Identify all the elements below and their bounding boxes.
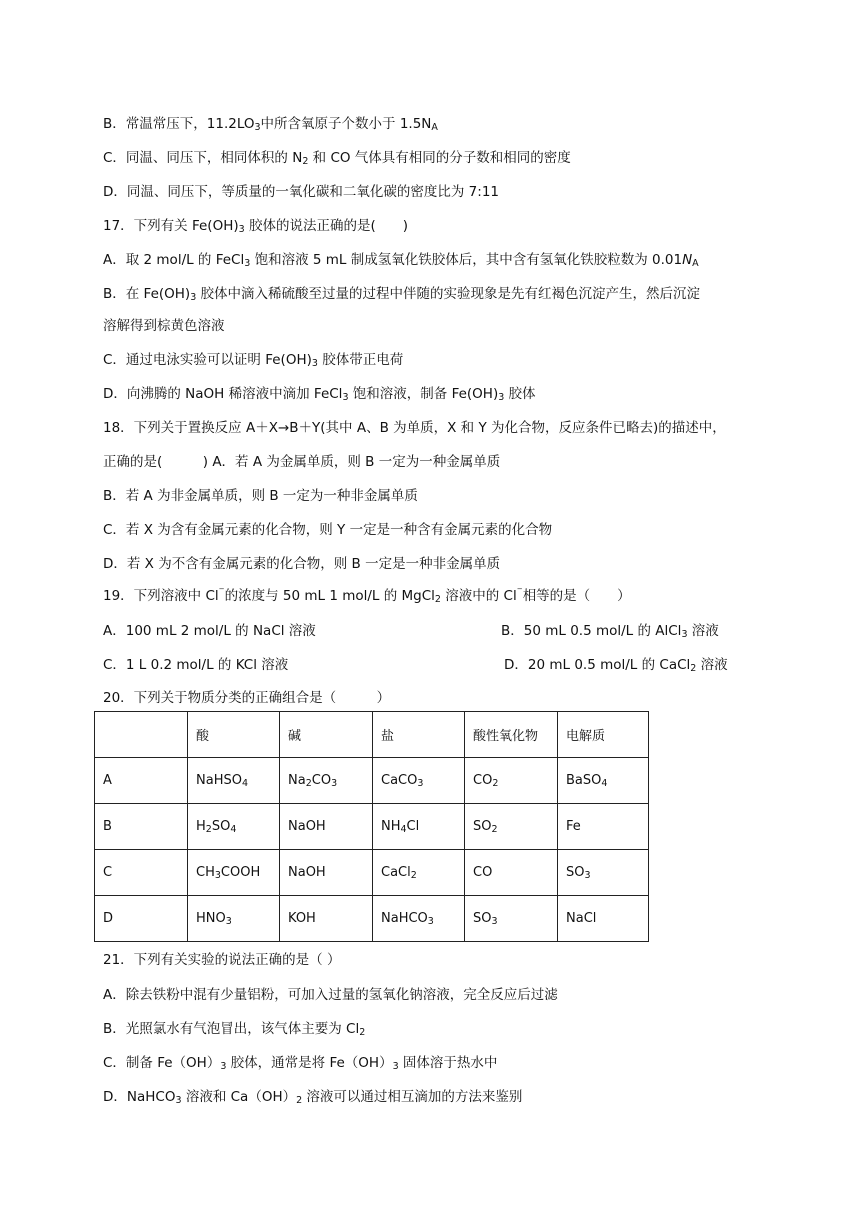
q21-stem: 21．下列有关实验的说法正确的是（ ）: [103, 952, 341, 968]
q17-option-b: B．在 $Fe(OH)_3$ 胶体中滴入稀硫酸至过量的过程中伴随的实验现象是先有红褐色沉淀产生，然后沉淀: [103, 286, 701, 303]
q21-option-a: A．除去铁粉中混有少量铝粉，可加入过量的氢氧化钠溶液，完全反应后过滤: [103, 987, 558, 1003]
q17-option-d: D．向沸腾的 NaOH 稀溶液中滴加 FeCl$_3$ 饱和溶液，制备 $Fe(OH)_3$ 胶体: [103, 386, 536, 403]
table-cell: $H_2SO_4$: [188, 804, 280, 850]
q18-option-b: B．若 A 为非金属单质，则 B 一定为一种非金属单质: [103, 488, 418, 504]
table-cell: NaHSO$_4$: [188, 758, 280, 804]
q19-option-d: D．20 mL 0.5 mol/L 的 CaCl$_2$ 溶液: [504, 657, 728, 674]
table-header-cell: [95, 712, 188, 758]
q16-option-c: C．同温、同压下，相同体积的 $N_2$ 和 CO 气体具有相同的分子数和相同的密度: [103, 150, 571, 167]
table-cell: $CH_3COOH$: [188, 850, 280, 896]
q16-option-b: B．常温常压下，$11.2LO_3$中所含氧原子个数小于 $1.5N_A$: [103, 116, 438, 133]
table-cell: NaOH: [280, 804, 373, 850]
q19-options-row2: [103, 653, 728, 674]
q21-option-c: C．制备 $Fe(OH)_3$ 胶体，通常是将 $Fe(OH)_3$ 固体溶于热水中: [103, 1055, 498, 1072]
q18-stem-cont: 正确的是( ) A．若 A 为金属单质，则 B 一定为一种金属单质: [103, 454, 501, 470]
table-cell: $NH_4Cl$: [373, 804, 465, 850]
table-cell: D: [95, 896, 188, 942]
q20-stem: 20．下列关于物质分类的正确组合是（ ）: [103, 690, 391, 706]
table-cell: CaCl$_2$: [373, 850, 465, 896]
q17-stem: 17．下列有关 $Fe(OH)_3$ 胶体的说法正确的是( ): [103, 218, 408, 235]
table-header-cell: 酸: [188, 712, 280, 758]
q16-option-d: D．同温、同压下，等质量的一氧化碳和二氧化碳的密度比为 7:11: [103, 184, 500, 200]
table-header-cell: 碱: [280, 712, 373, 758]
q18-option-c: C．若 X 为含有金属元素的化合物，则 Y 一定是一种含有金属元素的化合物: [103, 522, 553, 538]
classification-table: [94, 711, 649, 942]
q18-option-d: D．若 X 为不含有金属元素的化合物，则 B 一定是一种非金属单质: [103, 556, 501, 572]
q21-option-d: D．NaHCO$_3$ 溶液和 $Ca(OH)_2$ 溶液可以通过相互滴加的方法来鉴别: [103, 1089, 523, 1106]
q17-option-b-cont: 溶解得到棕黄色溶液: [103, 318, 225, 334]
table-row: [95, 804, 649, 850]
q19-option-c: C．1 L 0.2 mol/L 的 KCl 溶液: [103, 657, 289, 673]
table-cell: Fe: [558, 804, 649, 850]
table-cell: KOH: [280, 896, 373, 942]
q18-stem: 18．下列关于置换反应 A＋X→B＋Y(其中 A、B 为单质，X 和 Y 为化合物，反应条件已略去)的描述中，: [103, 420, 726, 436]
q19-option-b: B．50 mL 0.5 mol/L 的 AlCl$_3$ 溶液: [501, 623, 719, 640]
table-row: [95, 850, 649, 896]
table-cell: $SO_3$: [465, 896, 558, 942]
table-cell: $CO_2$: [465, 758, 558, 804]
table-cell: NaOH: [280, 850, 373, 896]
q21-option-b: B．光照氯水有气泡冒出，该气体主要为 $Cl_2$: [103, 1021, 366, 1038]
q19-options-row1: [103, 619, 719, 640]
q19-stem: 19．下列溶液中 Cl⁻的浓度与 50 mL 1 mol/L 的 MgCl$_2$ 溶液中的 Cl⁻相等的是（ ）: [103, 584, 631, 605]
q19-option-a: A．100 mL 2 mol/L 的 NaCl 溶液: [103, 623, 316, 639]
table-row: [95, 758, 649, 804]
q17-option-a: A．取 2 mol/L 的 FeCl$_3$ 饱和溶液 5 mL 制成氢氧化铁胶体后，其中含有氢氧化铁胶粒数为 $0.01N_A$: [103, 252, 699, 269]
q17-option-c: C．通过电泳实验可以证明 $Fe(OH)_3$ 胶体带正电荷: [103, 352, 404, 369]
table-cell: BaSO$_4$: [558, 758, 649, 804]
table-header-cell: 盐: [373, 712, 465, 758]
table-header-cell: 电解质: [558, 712, 649, 758]
table-cell: A: [95, 758, 188, 804]
table-cell: C: [95, 850, 188, 896]
table-cell: $Na_2CO_3$: [280, 758, 373, 804]
table-cell: $SO_3$: [558, 850, 649, 896]
table-row: [95, 896, 649, 942]
table-cell: CO: [465, 850, 558, 896]
table-cell: $HNO_3$: [188, 896, 280, 942]
table-cell: NaCl: [558, 896, 649, 942]
table-cell: $SO_2$: [465, 804, 558, 850]
table-cell: B: [95, 804, 188, 850]
table-cell: NaHCO$_3$: [373, 896, 465, 942]
table-cell: CaCO$_3$: [373, 758, 465, 804]
table-header-row: [95, 712, 649, 758]
table-header-cell: 酸性氧化物: [465, 712, 558, 758]
